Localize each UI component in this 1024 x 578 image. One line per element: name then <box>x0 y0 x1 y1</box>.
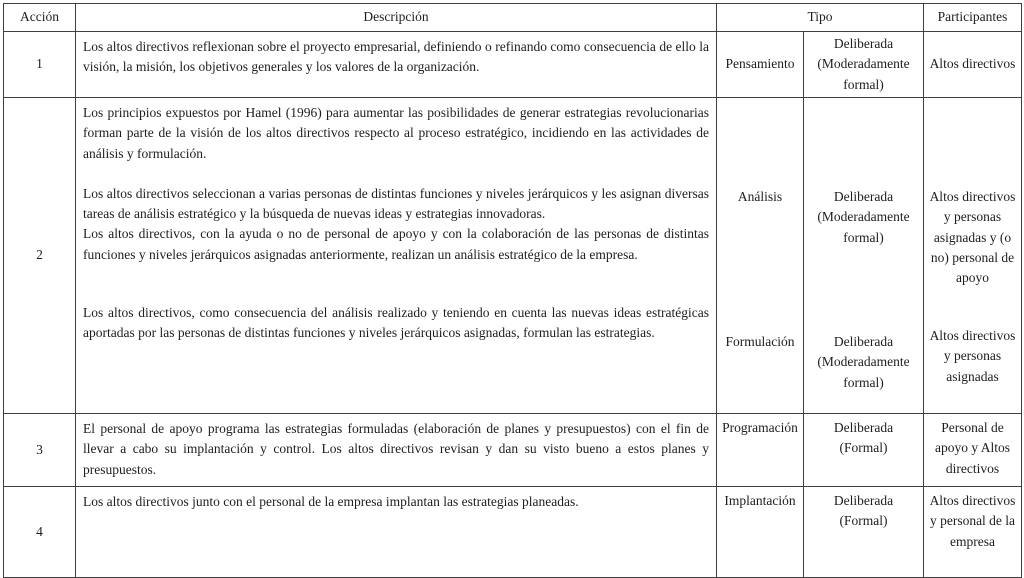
accion-cell: 1 <box>4 32 76 98</box>
formality-line-2: (Moderadamente formal) <box>817 56 910 92</box>
header-tipo: Tipo <box>717 4 924 32</box>
action-row-3 <box>4 414 1022 487</box>
tipo-cell: Pensamiento <box>717 32 804 98</box>
participantes-block-b: Altos directivos y personas asignadas <box>929 328 1016 384</box>
formality-block-a <box>807 187 920 248</box>
participantes-cell <box>924 98 1022 414</box>
accion-cell: 2 <box>4 98 76 414</box>
tipo-formulacion: Formulación <box>725 334 795 349</box>
strategic-actions-table <box>3 3 1022 578</box>
description-paragraph: Los altos directivos, como consecuencia del análisis realizado y teniendo en cuenta las nuevas ideas estratégicas aportadas por las personas de distintas funciones y niveles jerárquicos asignadas, formulan las estrategias. <box>83 304 709 340</box>
formality-line-1: Deliberada <box>833 36 894 52</box>
action-row-4 <box>4 487 1022 578</box>
formality-line-2: (Formal) <box>839 440 888 456</box>
descripcion-cell <box>76 98 717 414</box>
formality-line-1: Deliberada <box>833 334 894 349</box>
formality-cell <box>804 487 924 578</box>
description-paragraph: Los altos directivos reflexionan sobre el proyecto empresarial, definiendo o refinando como consecuencia de ello la visión, la misión, los objetivos generales y los valores de la organización. <box>83 39 709 75</box>
formality-block-b <box>807 332 920 393</box>
header-accion: Acción <box>4 4 76 32</box>
formality-line-2: (Moderadamente formal) <box>817 354 910 390</box>
header-descripcion: Descripción <box>76 4 717 32</box>
accion-cell: 3 <box>4 414 76 487</box>
description-paragraph: Los altos directivos junto con el personal de la empresa implantan las estrategias planeadas. <box>83 494 579 509</box>
description-paragraph: El personal de apoyo programa las estrategias formuladas (elaboración de planes y presupuestos) con el fin de llevar a cabo su implantación y control. Los altos directivos revisan y dan su visto bueno a estos planes y presupuestos. <box>83 421 709 477</box>
description-paragraph: Los principios expuestos por Hamel (1996) para aumentar las posibilidades de generar estrategias revolucionarias forman parte de la visión de los altos directivos respecto al proceso estratégico, incidiendo en las actividades de análisis y formulación. <box>83 105 709 161</box>
formality-line-2: (Formal) <box>839 513 888 529</box>
tipo-analisis: Análisis <box>737 189 783 204</box>
action-row-2 <box>4 98 1022 414</box>
formality-line-1: Deliberada <box>833 493 894 508</box>
tipo-cell: Programación <box>717 414 804 487</box>
formality-cell <box>804 414 924 487</box>
participantes-cell: Altos directivos y personal de la empresa <box>924 487 1022 578</box>
participantes-block-a: Altos directivos y personas asignadas y (o no) personal de apoyo <box>929 189 1016 285</box>
formality-line-2: (Moderadamente formal) <box>817 209 910 245</box>
description-paragraph: Los altos directivos seleccionan a varias personas de distintas funciones y niveles jerárquicos y les asignan diversas tareas de análisis estratégico y la búsqueda de nuevas ideas y estrategias innovadoras. <box>83 185 709 221</box>
header-participantes: Participantes <box>924 4 1022 32</box>
tipo-cell: Implantación <box>717 487 804 578</box>
description-paragraph: Los altos directivos, con la ayuda o no de personal de apoyo y con la colaboración de las personas de distintas funciones y niveles jerárquicos asignadas anteriormente, realizan un análisis estratégico de la empresa. <box>83 226 709 262</box>
formality-cell <box>804 32 924 98</box>
participantes-cell: Personal de apoyo y Altos directivos <box>924 414 1022 487</box>
descripcion-cell <box>76 32 717 98</box>
descripcion-cell <box>76 487 717 578</box>
formality-cell <box>804 98 924 414</box>
formality-line-1: Deliberada <box>833 189 894 204</box>
participantes-cell: Altos directivos <box>924 32 1022 98</box>
tipo-cell <box>717 98 804 414</box>
formality-line-1: Deliberada <box>833 420 894 435</box>
descripcion-cell <box>76 414 717 487</box>
accion-cell: 4 <box>4 487 76 578</box>
action-row-1 <box>4 32 1022 98</box>
header-row <box>4 4 1022 32</box>
